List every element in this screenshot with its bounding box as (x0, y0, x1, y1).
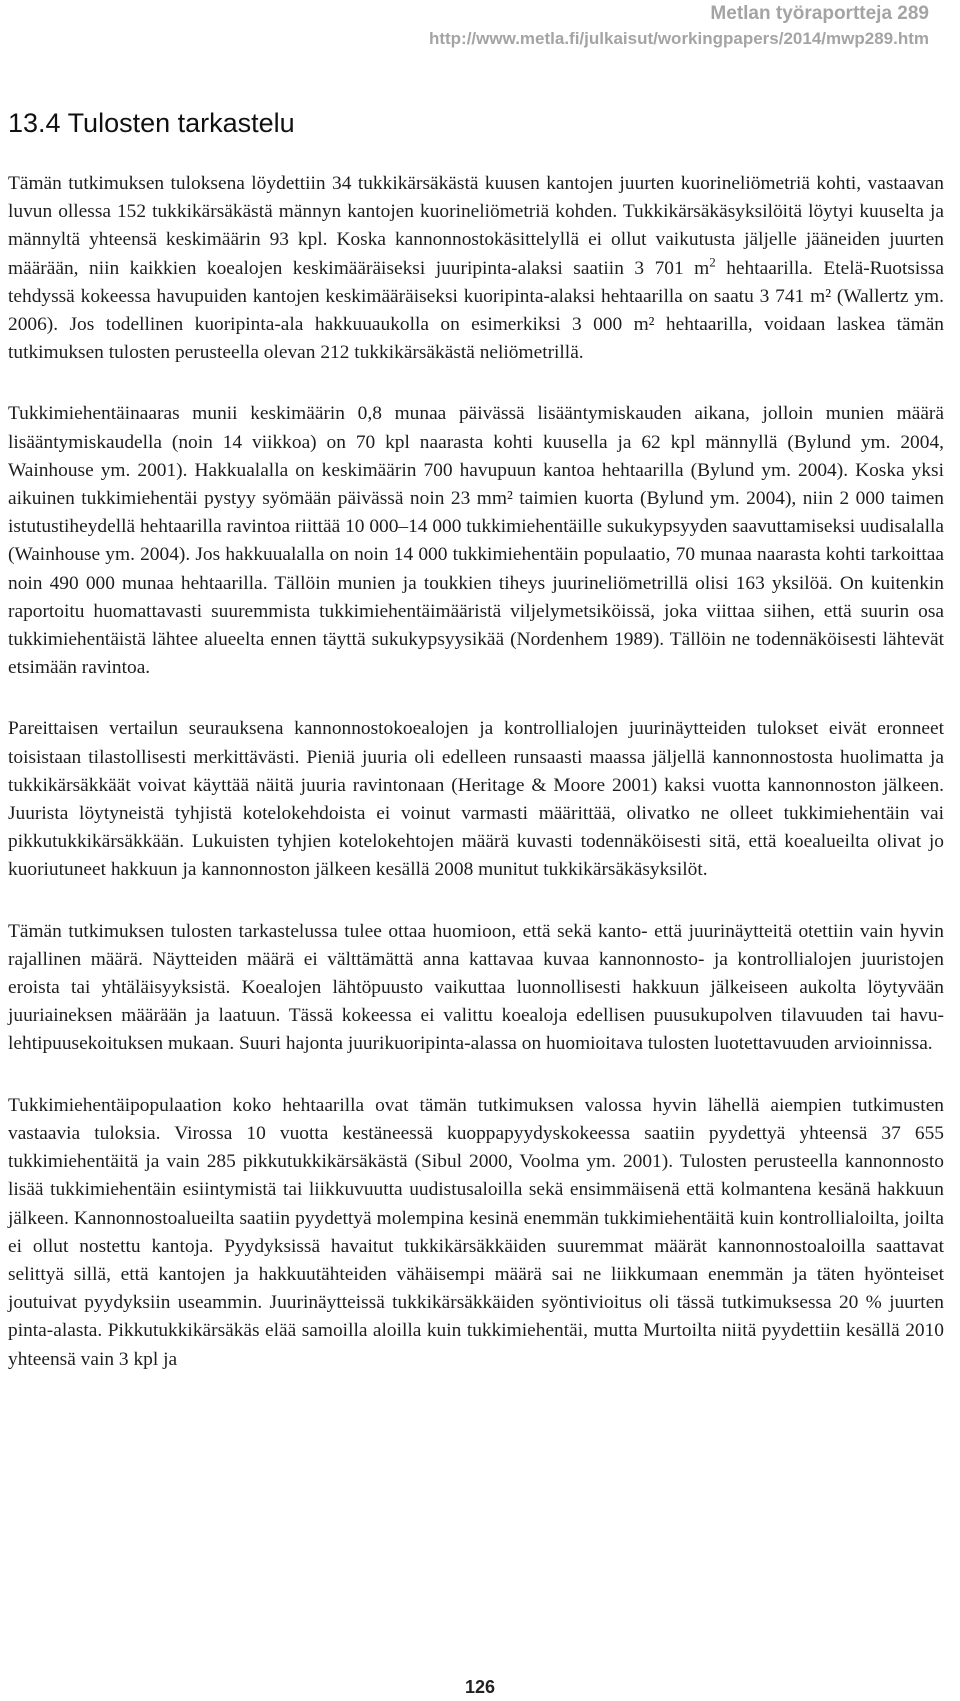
series-title: Metlan työraportteja 289 (710, 3, 929, 24)
superscript-2: 2 (709, 254, 716, 270)
paragraph-4: Tämän tutkimuksen tulosten tarkastelussa tulee ottaa huomioon, että sekä kanto- että juurinäytteitä otettiin vain hyvin rajallinen määrä. Näytteiden määrä ei välttämättä anna kattavaa kuvaa kannonnosto- ja kontrollialojen juuristojen eroista tai yhtäläisyyksistä. Koealojen lähtöpuusto vaikuttaa luonnollisesti hakkuun jälkeiseen aukolta löytyvään juuriaineksen määrään ja laatuun. Tässä kokeessa ei valittu koealoja edellisen puusukupolven tilavuuden tai havu-lehtipuusekoituksen mukaan. Suuri hajonta juurikuoripinta-alassa on huomioitava tulosten luotettavuuden arvioinnissa. (8, 920, 944, 1055)
paragraph-1-text-a: Tämän tutkimuksen tuloksena löydettiin 34 tukkikärsäkästä kuusen kantojen juurten kuorineliömetriä kohti, vastaavan luvun ollessa 152 tukkikärsäkästä männyn kantojen kuorineliömetriä kohden. Tukkikärsäkäsyksilöitä löytyi kuuselta ja männyltä yhteensä keskimäärin 93 kpl. Koska kannonnostokäsittelyllä ei ollut vaikutusta jäljelle jääneiden juurten määrään, niin kaikkien koealojen keskimääräiseksi juuripinta-alaksi saatiin 3 701 m (8, 173, 944, 279)
page-number: 126 (464, 1677, 496, 1697)
paragraph-1 (8, 170, 944, 367)
running-header (429, 2, 929, 50)
header-url[interactable]: http://www.metla.fi/julkaisut/workingpapers/2014/mwp289.htm (428, 29, 929, 48)
body-text (8, 170, 944, 1374)
paragraph-2: Tukkimiehentäinaaras munii keskimäärin 0,8 munaa päivässä lisääntymiskauden aikana, jolloin munien määrä lisääntymiskaudella (noin 14 viikkoa) on 70 kpl naarasta kohti kuusella ja 62 kpl männyllä (Bylund ym. 2004, Wainhouse ym. 2001). Hakkualalla on keskimäärin 700 havupuun kantoa hehtaarilla (Bylund ym. 2004). Koska yksi aikuinen tukkimiehentäi pystyy syömään päivässä noin 23 mm² taimien kuorta (Bylund ym. 2004), niin 2 000 taimen istutustiheydellä hehtaarilla ravintoa riittää 10 000–14 000 tukkimiehentäille sukukypsyyden saavuttamiseksi uudisalalla (Wainhouse ym. 2004). Jos hakkuualalla on noin 14 000 tukkimiehentäin populaatio, 70 munaa naarasta kohti tarkoittaa noin 490 000 munaa hehtaarilla. Tällöin munien ja toukkien tiheys juurineliömetrillä olisi 163 yksilöä. On kuitenkin raportoitu huomattavasti suuremmista tukkimiehentäimääristä viljelymetsiköissä, joka viittaa siihen, että suurin osa tukkimiehentäistä lähtee alueelta ennen täyttä sukukypsyysikää (Nordenhem 1989). Tällöin ne todennäköisesti lähtevät etsimään ravintoa. (8, 403, 944, 679)
paragraph-3: Pareittaisen vertailun seurauksena kannonnostokoealojen ja kontrollialojen juurinäytteiden tulokset eivät eronneet toisistaan tilastollisesti merkittävästi. Pieniä juuria oli edelleen runsaasti maassa jäljellä kannonnostosta huolimatta ja tukkikärsäkkäät voivat käyttää näitä juuria ravintonaan (Heritage & Moore 2001) kaksi vuotta kannonnoston jälkeen. Juurista löytyneistä tyhjistä kotelokehdoista ei voinut varmasti määrittää, olivatko ne olleet tukkimiehentäin vai pikkutukkikärsäkkään. Lukuisten tyhjien kotelokehtojen määrä kuvasti todennäköisesti sitä, että koealueilta olivat jo kuoriutuneet hakkuun ja kannonnoston jälkeen kesällä 2008 munitut tukkikärsäkäsyksilöt. (8, 718, 944, 881)
section-title: 13.4 Tulosten tarkastelu (8, 108, 295, 138)
paragraph-5: Tukkimiehentäipopulaation koko hehtaarilla ovat tämän tutkimuksen valossa hyvin lähellä aiempien tutkimusten vastaavia tuloksia. Virossa 10 vuotta kestäneessä kuoppapyydyskokeessa saatiin pyydettyä yhteensä 37 655 tukkimiehentäitä ja vain 285 pikkutukkikärsäkästä (Sibul 2000, Voolma ym. 2001). Tulosten perusteella kannonnosto lisää tukkimiehentäin esiintymistä tai liikkuvuutta uudistusaloilla sekä ensimmäisenä että kolmantena kesänä hakkuun jälkeen. Kannonnostoalueilta saatiin pyydettyä molempina kesinä enemmän tukkimiehentäitä kuin kontrollialoilta, joilta ei ollut nostettu kantoja. Pyydyksissä havaitut tukkikärsäkkäiden suuremmat määrät kannonnostoaloilla saattavat selittyä sillä, että kantojen ja hakkuutähteiden vähäisempi määrä sai ne liikkumaan enemmän ja täten hyönteiset joutuivat pyydyksiin useammin. Juurinäytteissä tukkikärsäkkäiden syöntivioitus oli tässä tutkimuksessa 20 % juurten pinta-alasta. Pikkutukkikärsäkäs elää samoilla aloilla kuin tukkimiehentäi, mutta Murtoilta niitä pyydettiin kesällä 2010 yhteensä vain 3 kpl ja (8, 1094, 944, 1370)
paragraph-1-text-b: hehtaarilla. Etelä-Ruotsissa tehdyssä kokeessa havupuiden kantojen keskimääräiseksi kuoripinta-alaksi hehtaarilla on saatu 3 741 m² (Wallertz ym. 2006). Jos todellinen kuoripinta-ala hakkuuaukolla on esimerkiksi 3 000 m² hehtaarilla, voidaan laskea tämän tutkimuksen tulosten perusteella olevan 212 tukkikärsäkästä neliömetrillä. (8, 257, 945, 364)
